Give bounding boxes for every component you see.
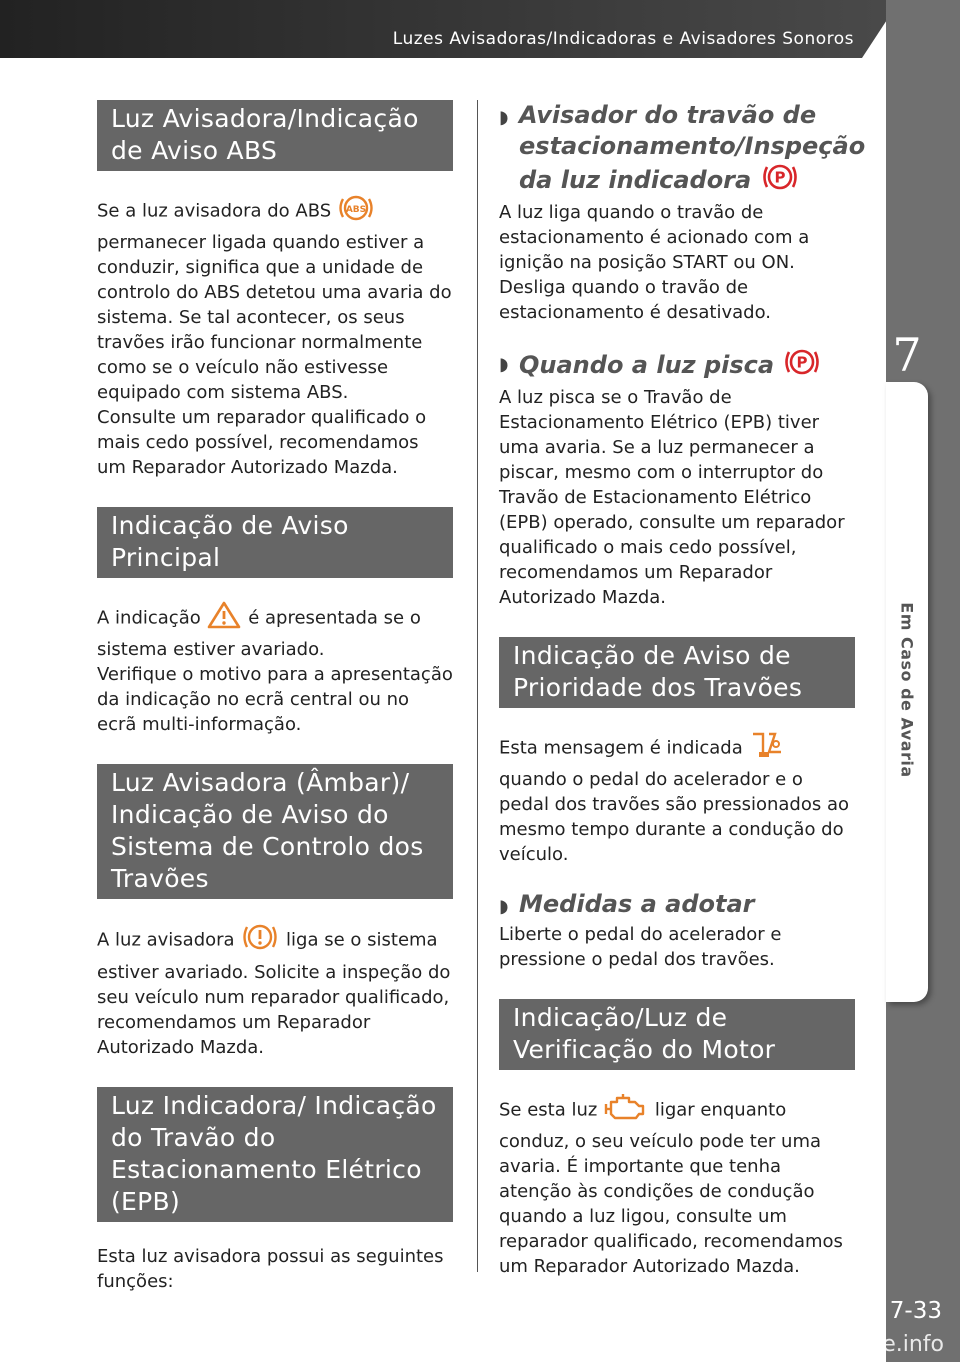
chapter-number: 7 xyxy=(892,328,922,382)
measures-subtitle: Medidas a adotar xyxy=(519,890,755,918)
subheading-parking-check xyxy=(499,100,866,200)
section-heading-engine: Indicação/Luz de Verificação do Motor xyxy=(499,999,855,1070)
epb-paragraph: Esta luz avisadora possui as seguintes funções: xyxy=(97,1246,444,1292)
master-warning-icon xyxy=(206,600,242,637)
engine-text-b: ligar enquanto conduz, o seu veículo pode ter uma avaria. É importante que tenha atenção às condições de condução quando a luz ligou, consulte um reparador qualificado, recomendamos um Reparador Autorizado Mazda. xyxy=(499,1099,843,1277)
left-column xyxy=(97,100,453,1294)
column-divider xyxy=(477,100,478,1272)
parking-brake-icon xyxy=(760,162,800,200)
master-text-b: é apresentada se o sistema estiver avariado. xyxy=(97,607,421,660)
page-number: 7-33 xyxy=(889,1298,942,1324)
subheading-measures xyxy=(499,889,855,922)
svg-text:P: P xyxy=(774,168,786,187)
abs-warning-icon xyxy=(337,193,375,230)
section-heading-master-warning: Indicação de Aviso Principal xyxy=(97,507,453,578)
measures-paragraph: Liberte o pedal do acelerador e pressione o pedal dos travões. xyxy=(499,924,782,970)
section-heading-brake-priority: Indicação de Aviso de Prioridade dos Travões xyxy=(499,637,855,708)
right-column xyxy=(499,100,866,1279)
svg-text:ABS: ABS xyxy=(345,205,367,215)
section-heading-brake-system: Luz Avisadora (Âmbar)/ Indicação de Aviso do Sistema de Controlo dos Travões xyxy=(97,764,453,899)
header-title: Luzes Avisadoras/Indicadoras e Avisadores Sonoros xyxy=(392,29,854,49)
master-text-c: Verifique o motivo para a apresentação da indicação no ecrã central ou no ecrã multi-informação. xyxy=(97,664,453,735)
bullet-icon: ◗ xyxy=(499,354,509,375)
section-heading-epb: Luz Indicadora/ Indicação do Travão do Estacionamento Elétrico (EPB) xyxy=(97,1087,453,1222)
brake-system-paragraph xyxy=(97,921,453,1060)
master-text-a: A indicação xyxy=(97,607,201,629)
header-bar xyxy=(0,0,960,58)
watermark: carmanualsonline.info xyxy=(700,1332,944,1357)
abs-text-c: Consulte um reparador qualificado o mais cedo possível, recomendamos um Reparador Autorizado Mazda. xyxy=(97,407,427,478)
check-engine-icon xyxy=(603,1092,649,1129)
engine-text-a: Se esta luz xyxy=(499,1099,598,1121)
brake-system-text-b: liga se o sistema estiver avariado. Solicite a inspeção do seu veículo num reparador qualificado, recomendamos um Reparador Autorizado Mazda. xyxy=(97,929,451,1058)
abs-text-b: permanecer ligada quando estiver a conduzir, significa que a unidade de controlo do ABS detetou uma avaria do sistema. Se tal acontecer, os seus travões irão funcionar normalmente como se o veículo não estivesse equipado com sistema ABS. xyxy=(97,232,452,403)
parking-brake-icon xyxy=(782,347,822,385)
bullet-icon: ◗ xyxy=(499,107,509,128)
subheading-flashing xyxy=(499,347,855,385)
abs-paragraph xyxy=(97,193,453,480)
parking-check-subtitle: Avisador do travão de estacionamento/Inspeção da luz indicadora xyxy=(519,101,866,194)
section-heading-abs: Luz Avisadora/Indicação de Aviso ABS xyxy=(97,100,453,171)
parking-check-paragraph: A luz liga quando o travão de estacionamento é acionado com a ignição na posição START ou ON. Desliga quando o travão de estacionamento é desativado. xyxy=(499,202,810,323)
brake-system-text-a: A luz avisadora xyxy=(97,929,235,951)
brake-pedal-icon xyxy=(749,730,785,767)
brake-system-warning-icon xyxy=(240,921,280,960)
flashing-paragraph: A luz pisca se o Travão de Estacionamento Elétrico (EPB) tiver uma avaria. Se a luz permanecer a piscar, mesmo com o interruptor do Travão de Estacionamento Elétrico (EPB) operado, consulte um reparador qualificado o mais cedo possível, recomendamos um Reparador Autorizado Mazda. xyxy=(499,387,845,608)
chapter-title: Em Caso de Avaria xyxy=(897,602,917,778)
abs-text-a: Se a luz avisadora do ABS xyxy=(97,200,332,222)
brake-priority-paragraph xyxy=(499,730,855,867)
engine-paragraph xyxy=(499,1092,855,1279)
brake-priority-text-b: quando o pedal do acelerador e o pedal dos travões são pressionados ao mesmo tempo durante a condução do veículo. xyxy=(499,769,849,865)
master-paragraph xyxy=(97,600,453,737)
flashing-subtitle: Quando a luz pisca xyxy=(519,351,775,379)
brake-priority-text-a: Esta mensagem é indicada xyxy=(499,737,743,759)
bullet-icon: ◗ xyxy=(499,896,509,917)
svg-text:P: P xyxy=(796,353,808,372)
